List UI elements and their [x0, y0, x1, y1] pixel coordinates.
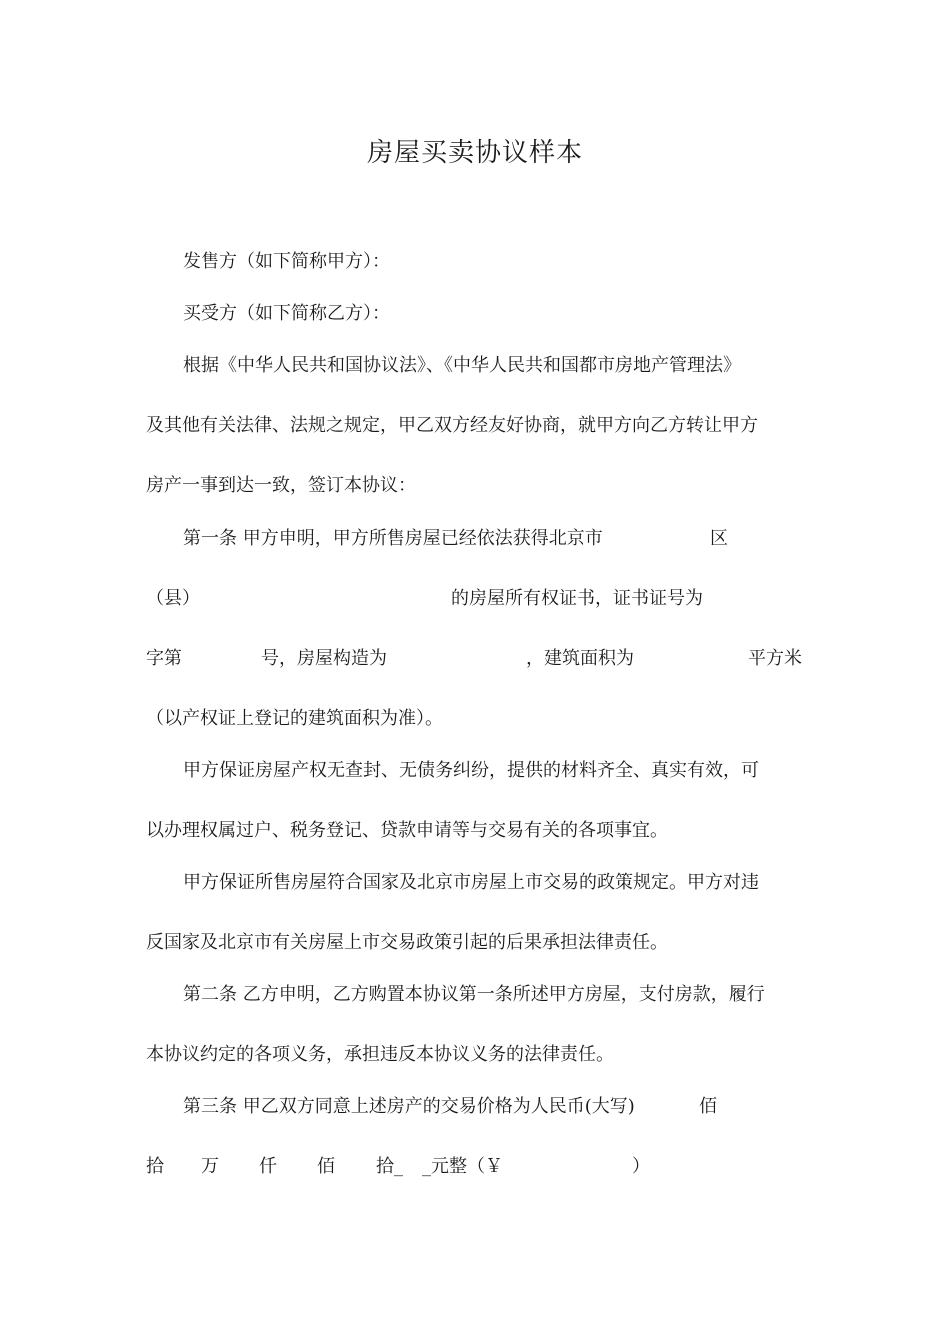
guarantee1-line-1: 甲方保证房屋产权无查封、无债务纠纷，提供的材料齐全、真实有效，可: [183, 760, 759, 781]
seller-line: 发售方（如下简称甲方）：: [183, 251, 390, 272]
basis-line-1: 根据《中华人民共和国协议法》、《中华人民共和国都市房地产管理法》: [183, 355, 741, 376]
document-title: 房屋买卖协议样本: [366, 138, 583, 168]
price-qian: 仟: [259, 1156, 277, 1177]
article1-structure: 号，房屋构造为: [261, 648, 387, 669]
article1-county: （县）: [146, 588, 200, 609]
article1-certificate: 的房屋所有权证书，证书证号为: [451, 588, 703, 609]
basis-line-3: 房产一事到达一致，签订本协议：: [146, 475, 416, 496]
article2-line-1: 第二条 乙方申明，乙方购置本协议第一条所述甲方房屋，支付房款，履行: [183, 984, 765, 1005]
article1-area: ，建筑面积为: [526, 648, 634, 669]
buyer-line: 买受方（如下简称乙方）：: [183, 303, 390, 324]
price-bai: 佰: [317, 1156, 335, 1177]
article1-district: 区: [710, 528, 728, 549]
basis-line-2: 及其他有关法律、法规之规定，甲乙双方经友好协商，就甲方向乙方转让甲方: [146, 415, 758, 436]
guarantee1-line-2: 以办理权属过户、税务登记、贷款申请等与交易有关的各项事宜。: [146, 820, 668, 841]
price-close: ）: [632, 1156, 650, 1177]
price-yuan: _元整（￥: [422, 1156, 503, 1177]
article3-bai: 佰: [699, 1096, 717, 1117]
price-wan: 万: [201, 1156, 219, 1177]
article1-cert-word: 字第: [146, 648, 182, 669]
article1-note: （以产权证上登记的建筑面积为准）。: [146, 708, 443, 729]
article1-line-1: 第一条 甲方申明，甲方所售房屋已经依法获得北京市: [183, 528, 603, 549]
guarantee2-line-2: 反国家及北京市有关房屋上市交易政策引起的后果承担法律责任。: [146, 932, 668, 953]
guarantee2-line-1: 甲方保证所售房屋符合国家及北京市房屋上市交易的政策规定。甲方对违: [183, 872, 759, 893]
price-shi: 拾: [146, 1156, 164, 1177]
article1-unit: 平方米: [748, 648, 802, 669]
article2-line-2: 本协议约定的各项义务，承担违反本协议义务的法律责任。: [146, 1044, 614, 1065]
article3-line-1: 第三条 甲乙双方同意上述房产的交易价格为人民币(大写): [183, 1096, 635, 1117]
price-shi-2: 拾_: [376, 1156, 403, 1177]
